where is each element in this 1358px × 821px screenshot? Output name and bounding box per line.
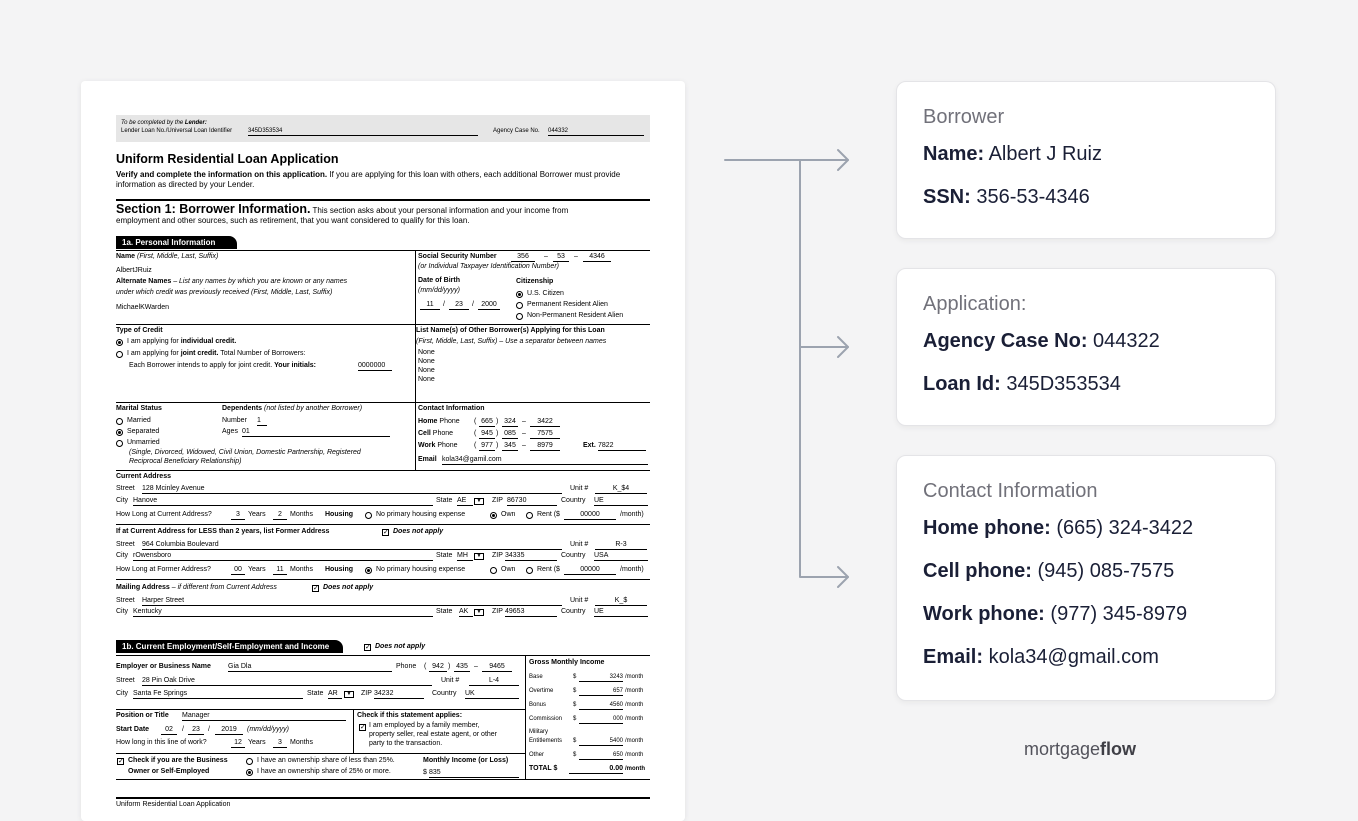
cell-phone-prefix[interactable]: 085 <box>502 430 518 439</box>
cur-own-radio[interactable] <box>490 512 497 519</box>
month-suffix: /month <box>625 688 644 694</box>
cur-state-value[interactable]: AE <box>457 497 473 506</box>
contact-label: Contact Information <box>418 405 485 412</box>
current-address-label: Current Address <box>116 473 171 480</box>
emp-phone-area[interactable]: 942 <box>429 663 447 672</box>
for-housing-label: Housing <box>325 566 353 573</box>
line-years-label: Years <box>248 739 266 746</box>
marital-married-label: Married <box>127 417 151 424</box>
dep-ages-value[interactable]: 01 <box>242 428 390 437</box>
loan-id-label: Lender Loan No./Universal Loan Identifier <box>121 128 233 134</box>
cur-country-value[interactable]: UE <box>594 497 648 506</box>
marital-hint-2: Reciprocal Beneficiary Relationship) <box>129 458 242 465</box>
income-overtime-label: Overtime <box>529 688 554 694</box>
dob-label: Date of Birth <box>418 277 460 284</box>
former-address-label: If at Current Address for LESS than 2 years, list Former Address <box>116 528 330 535</box>
credit-individual-radio[interactable] <box>116 339 123 346</box>
name-value[interactable]: AlbertJRuiz <box>116 267 152 274</box>
gross-income-label: Gross Monthly Income <box>529 659 605 666</box>
for-state-label: State <box>436 552 453 559</box>
email-value[interactable]: kola34@gamil.com <box>442 456 648 465</box>
citizenship-label: Citizenship <box>516 278 554 285</box>
contact-card <box>896 455 1276 701</box>
employed-family-label-3: party to the transaction. <box>369 740 443 747</box>
citizenship-nonpermanent-radio[interactable] <box>516 313 523 320</box>
emp-street-value[interactable]: 28 Pin Oak Drive <box>142 677 432 686</box>
ssn-hint: (or Individual Taxpayer Identification Number) <box>418 263 559 270</box>
form-footer: Uniform Residential Loan Application <box>116 801 231 808</box>
divider <box>116 753 525 754</box>
emp-city-label: City <box>116 690 129 697</box>
form-title: Uniform Residential Loan Application <box>116 152 339 166</box>
work-phone-area[interactable]: 977 <box>479 442 495 451</box>
emp-state-value[interactable]: AR <box>328 690 342 699</box>
contact-cell-row: Cell phone: (945) 085-7575 <box>923 560 1175 582</box>
divider <box>116 797 650 799</box>
credit-intend-label: Each Borrower intends to apply for joint credit. Your initials: <box>129 362 317 369</box>
work-phone-line[interactable]: 8979 <box>530 442 560 451</box>
employment-does-not-apply-checkbox[interactable]: ✓ <box>365 644 371 651</box>
marital-label: Marital Status <box>116 405 162 412</box>
own-less-label: I have an ownership share of less than 25%. <box>257 757 395 764</box>
cur-state-dropdown-icon[interactable]: ▼ <box>474 498 484 505</box>
divider <box>116 655 650 656</box>
divider <box>116 709 525 710</box>
for-how-long-label: How Long at Former Address? <box>116 566 211 573</box>
home-phone-label: Home Phone <box>418 418 460 425</box>
divider <box>525 655 526 779</box>
connector-trunk <box>800 160 848 577</box>
for-no-primary-radio[interactable] <box>365 567 372 574</box>
emp-phone-label: Phone <box>396 663 417 670</box>
employed-family-label-2: property seller, real estate agent, or other <box>369 731 498 738</box>
other-borrower-1[interactable]: None <box>418 349 435 356</box>
contact-work-row: Work phone: (977) 345-8979 <box>923 603 1188 625</box>
for-country-label: Country <box>561 552 586 559</box>
divider <box>415 402 416 470</box>
for-street-value[interactable]: 964 Columbia Boulevard <box>142 541 562 550</box>
divider <box>116 524 650 525</box>
monthly-income-value[interactable]: 835 <box>429 769 519 778</box>
marital-unmarried-radio[interactable] <box>116 440 123 447</box>
emp-state-label: State <box>307 690 324 697</box>
citizenship-us-radio[interactable] <box>516 291 523 298</box>
month-suffix: /month <box>625 702 644 708</box>
mailing-address-label: Mailing Address – if different from Current Address <box>116 584 277 591</box>
cur-street-label: Street <box>116 485 135 492</box>
business-owner-label: Check if you are the Business <box>128 757 228 764</box>
contact-email-value: kola34@gmail.com <box>983 646 1159 668</box>
emp-zip-value[interactable]: 34232 <box>374 690 424 699</box>
for-unit-label: Unit # <box>570 541 589 548</box>
emp-street-label: Street <box>116 677 135 684</box>
application-card-title: Application: <box>923 293 1027 315</box>
work-phone-prefix[interactable]: 345 <box>502 442 518 451</box>
other-borrower-3[interactable]: None <box>418 367 435 374</box>
ssn-part-3[interactable]: 4346 <box>583 253 611 262</box>
credit-joint-radio[interactable] <box>116 351 123 358</box>
for-years-value[interactable]: 00 <box>231 566 245 575</box>
ext-value[interactable]: 7822 <box>598 442 646 451</box>
cur-zip-value[interactable]: 86730 <box>507 497 557 506</box>
email-label: Email <box>418 456 437 463</box>
borrower-name-row: Name: Albert J Ruiz <box>923 143 1102 165</box>
start-month[interactable]: 02 <box>161 726 177 735</box>
divider <box>415 250 416 324</box>
loan-id-value[interactable]: 345D353534 <box>248 128 478 136</box>
citizenship-permanent-radio[interactable] <box>516 302 523 309</box>
for-own-label: Own <box>501 566 516 573</box>
mail-unit-label: Unit # <box>570 597 589 604</box>
cur-rent-radio[interactable] <box>526 512 533 519</box>
agency-case-value: 044322 <box>1087 330 1160 352</box>
cur-city-value[interactable]: Hanove <box>133 497 433 506</box>
income-total-label: TOTAL $ <box>529 765 558 772</box>
position-value[interactable]: Manager <box>182 712 346 721</box>
cur-street-value[interactable]: 128 Mcinley Avenue <box>142 485 562 494</box>
emp-phone-prefix[interactable]: 435 <box>454 663 470 672</box>
line-months-value[interactable]: 3 <box>273 739 287 748</box>
cell-phone-line[interactable]: 7575 <box>530 430 560 439</box>
income-overtime-value[interactable]: 657 <box>579 688 623 696</box>
dep-number-value[interactable]: 1 <box>257 417 267 426</box>
marital-hint: (Single, Divorced, Widowed, Civil Union, Domestic Partnership, Registered <box>129 449 361 456</box>
connector-arrows <box>720 140 860 590</box>
home-phone-prefix[interactable]: 324 <box>502 418 518 427</box>
credit-type-label: Type of Credit <box>116 327 163 334</box>
citizenship-us-label: U.S. Citizen <box>527 290 564 297</box>
credit-initials-value[interactable]: 0000000 <box>358 362 392 371</box>
mail-zip-label: ZIP <box>492 608 503 615</box>
month-suffix: /month <box>625 738 644 744</box>
contact-work-value: (977) 345-8979 <box>1044 603 1188 625</box>
borrower-card-title: Borrower <box>923 106 1005 128</box>
position-label: Position or Title <box>116 712 169 719</box>
agency-value[interactable]: 044332 <box>548 128 644 136</box>
start-day[interactable]: 23 <box>188 726 204 735</box>
mailing-does-not-apply-label: Does not apply <box>323 584 374 591</box>
name-label: Name (First, Middle, Last, Suffix) <box>116 253 219 260</box>
loan-id-row: Loan Id: 345D353534 <box>923 373 1121 395</box>
application-card <box>896 268 1276 426</box>
start-date-label: Start Date <box>116 726 150 733</box>
start-year[interactable]: 2019 <box>215 726 243 735</box>
emp-state-dropdown-icon[interactable]: ▼ <box>344 691 354 698</box>
mail-city-value[interactable]: Kentucky <box>133 608 433 617</box>
contact-email-row: Email: kola34@gmail.com <box>923 646 1159 668</box>
home-phone-area[interactable]: 665 <box>479 418 495 427</box>
lender-label: To be completed by the Lender: <box>121 120 207 126</box>
mail-zip-value[interactable]: 49653 <box>505 608 557 617</box>
cell-phone-area[interactable]: 945 <box>479 430 495 439</box>
for-street-label: Street <box>116 541 135 548</box>
alt-names-value[interactable]: MichaelKWarden <box>116 304 170 311</box>
former-does-not-apply-checkbox[interactable]: ✓ <box>383 529 389 536</box>
income-commission-label: Commission <box>529 716 563 722</box>
divider <box>116 779 650 780</box>
for-city-value[interactable]: rOwensboro <box>133 552 433 561</box>
verify-text: Verify and complete the information on this application. If you are applying for this loan with others, each additional Borrower must provide <box>116 170 621 179</box>
divider <box>116 470 650 471</box>
mail-country-label: Country <box>561 608 586 615</box>
citizenship-nonpermanent-label: Non-Permanent Resident Alien <box>527 312 624 319</box>
divider <box>116 324 650 325</box>
alt-names-label: Alternate Names – List any names by which you are known or any names <box>116 278 348 285</box>
other-borrowers-hint: (First, Middle, Last, Suffix) – Use a separator between names <box>416 338 607 345</box>
cur-own-label: Own <box>501 511 516 518</box>
for-rent-radio[interactable] <box>526 567 533 574</box>
mailing-does-not-apply-checkbox[interactable]: ✓ <box>313 585 319 592</box>
ssn-part-2[interactable]: 53 <box>553 253 569 262</box>
own-less-radio[interactable] <box>246 758 253 765</box>
other-borrowers-label: List Name(s) of Other Borrower(s) Applying for this Loan <box>416 327 605 334</box>
marital-separated-radio[interactable] <box>116 429 123 436</box>
agency-case-row: Agency Case No: 044322 <box>923 330 1160 352</box>
income-base-label: Base <box>529 674 543 680</box>
dependents-label: Dependents (not listed by another Borrower) <box>222 405 363 412</box>
tab-1a-personal: 1a. Personal Information <box>116 236 237 249</box>
home-phone-line[interactable]: 3422 <box>530 418 560 427</box>
divider <box>116 402 650 403</box>
income-bonus-label: Bonus <box>529 702 547 708</box>
business-owner-label-2: Owner or Self-Employed <box>128 768 210 775</box>
marital-married-radio[interactable] <box>116 418 123 425</box>
for-months-value[interactable]: 11 <box>273 566 287 575</box>
cur-unit-label: Unit # <box>570 485 589 492</box>
emp-unit-value[interactable]: L-4 <box>469 677 519 686</box>
own-more-label: I have an ownership share of 25% or more. <box>257 768 391 775</box>
for-unit-value[interactable]: R-3 <box>595 541 647 550</box>
divider <box>116 579 650 580</box>
cur-housing-label: Housing <box>325 511 353 518</box>
divider <box>116 250 650 251</box>
cur-rent-value[interactable]: 00000 <box>564 511 616 520</box>
marital-unmarried-label: Unmarried <box>127 439 160 446</box>
month-suffix: /month <box>625 766 645 772</box>
for-state-value[interactable]: MH <box>457 552 473 561</box>
tab-1b-employment: 1b. Current Employment/Self-Employment and Income <box>116 640 343 653</box>
for-rent-value[interactable]: 00000 <box>564 566 616 575</box>
marital-separated-label: Separated <box>127 428 160 435</box>
employed-family-label: I am employed by a family member, <box>369 722 480 729</box>
ssn-part-1[interactable]: 356 <box>511 253 535 262</box>
income-base-value[interactable]: 3243 <box>579 674 623 682</box>
for-rent-label: Rent ($ <box>537 566 560 573</box>
cur-months-label: Months <box>290 511 313 518</box>
other-borrower-2[interactable]: None <box>418 358 435 365</box>
credit-individual-label: I am applying for individual credit. <box>127 338 237 345</box>
employed-family-checkbox[interactable]: ✓ <box>360 724 366 731</box>
dob-month[interactable]: 11 <box>420 301 440 310</box>
dep-ages-label: Ages <box>222 428 238 435</box>
emp-unit-label: Unit # <box>441 677 460 684</box>
cur-months-value[interactable]: 2 <box>273 511 287 520</box>
borrower-ssn-value: 356-53-4346 <box>970 186 1090 208</box>
cur-no-primary-label: No primary housing expense <box>376 511 466 518</box>
emp-phone-line[interactable]: 9465 <box>482 663 512 672</box>
income-total-value[interactable]: 0.00 <box>569 765 623 774</box>
divider <box>353 709 354 753</box>
ssn-label: Social Security Number <box>418 253 497 260</box>
dob-day[interactable]: 23 <box>449 301 469 310</box>
line-work-label: How long in this line of work? <box>116 739 207 746</box>
cur-zip-label: ZIP <box>492 497 503 504</box>
month-suffix: /month <box>625 716 644 722</box>
line-months-label: Months <box>290 739 313 746</box>
cur-per-month: /month) <box>620 511 644 518</box>
former-does-not-apply-label: Does not apply <box>393 528 444 535</box>
check-statement-label: Check if this statement applies: <box>357 712 463 719</box>
cur-country-label: Country <box>561 497 586 504</box>
borrower-name-value: Albert J Ruiz <box>984 143 1102 165</box>
for-own-radio[interactable] <box>490 567 497 574</box>
divider <box>116 199 650 201</box>
cur-years-label: Years <box>248 511 266 518</box>
other-borrower-4[interactable]: None <box>418 376 435 383</box>
income-other-value[interactable]: 650 <box>579 752 623 760</box>
agency-label: Agency Case No. <box>493 128 540 134</box>
emp-zip-label: ZIP <box>361 690 372 697</box>
for-zip-label: ZIP <box>492 552 503 559</box>
month-suffix: /month <box>625 674 644 680</box>
for-state-dropdown-icon[interactable]: ▼ <box>474 553 484 560</box>
emp-name-value[interactable]: Gia Dla <box>228 663 392 672</box>
mail-state-label: State <box>436 608 453 615</box>
emp-country-label: Country <box>432 690 457 697</box>
contact-home-value: (665) 324-3422 <box>1050 517 1194 539</box>
cur-state-label: State <box>436 497 453 504</box>
borrower-card <box>896 81 1276 239</box>
alt-names-hint: under which credit was previously received (First, Middle, Last, Suffix) <box>116 289 333 296</box>
month-suffix: /month <box>625 752 644 758</box>
for-city-label: City <box>116 552 129 559</box>
cur-how-long-label: How Long at Current Address? <box>116 511 212 518</box>
for-per-month: /month) <box>620 566 644 573</box>
loan-application-document: To be completed by the Lender: Lender Loan No./Universal Loan Identifier 345D353534 Agency Case No. 044332 Uniform Residential Loan Application Verify and complete the information on this application. If you are applying for this loan with others, each additional Borrower must provide information as directed by your Lender. Section 1: Borrower Information. This section asks about your personal information and your income from employment and other sources, such as retirement, that you want considered to qualify for this loan. 1a. Personal Information Name (First, Middle, Last, Suffix) AlbertJRuiz Alternate Names – List any names by which you are known or any names under which credit was previously received (First, Middle, Last, Suffix) MichaelKWarden Social Security Number 356 – 53 – 4346 (or Individual Taxpayer Identification Number) Date of Birth (mm/dd/yyyy) 11 / 23 / 2000 Citizenship U.S. Citizen Permanent Resident Alien Non-Permanent Resident Alien Type of Credit I am applying for individual credit. I am applying for joint credit. Total Number of Borrowers: Each Borrower intends to apply for joint credit. Your initials: 0000000 List Name(s) of Other Borrower(s) Applying for this Loan (First, Middle, Last, Suffix) – Use a separator between names None None None None Marital Status Married Separated Unmarried (Single, Divorced, Widowed, Civil Union, Domestic Partnership, Registered Reciprocal Beneficiary Relationship) Dependents (not listed by another Borrower) Number 1 Ages 01 Contact Information Home Phone ( 665 ) 324 – 3422 Cell Phone ( 945 ) 085 – 7575 Work Phone ( 977 ) 345 – 8979 Ext. 7822 Email kola34@gamil.com Current Address Street 128 Mcinley Avenue Unit # K_$4 City Hanove State AE ▼ ZIP 86730 Country UE How Long at Current Address? 3 Years 2 Months Housing No primary housing expense Own Rent ($ 00000 /month) If at Current Address for LESS than 2 years, list Former Address ✓ Does not apply Street 964 Columbia Boulevard Unit # R-3 City rOwensboro State MH ▼ ZIP 34335 Country USA How Long at Former Address? 00 Years 11 Months Housing No primary housing expense Own Rent ($ 00000 /month) Mailing Address – if different from Current Address ✓ Does not apply Street Harper Street Unit # K_$ City Kentucky State AK ▼ ZIP 49653 Country UE 1b. Current Employment/Self-Employment and Income ✓ Does not apply Employer or Business Name Gia Dla Phone ( 942 ) 435 – 9465 Street 28 Pin Oak Drive Unit # L-4 City Santa Fe Springs State AR ▼ ZIP 34232 Country UK Position or Title Manager Start Date 02 / 23 / 2019 (mm/dd/yyyy) How long in this line of work? 12 Years 3 Months Check if this statement applies: ✓ I am employed by a family member, property seller, real estate agent, or other party to the transaction. ✓ Check if you are the Business Owner or Self-Employed I have an ownership share of less than 25%. I have an ownership share of 25% or more. Monthly Income (or Loss) $ 835 Gross Monthly Income Base $ 3243 /month Overtime $ 657 /month Bonus $ 4560 /month Commission $ 000 /month Military Entitlements $ 5400 /month Other $ 650 /month TOTAL $ 0.00 /month Uniform Residential Loan Application <box>81 81 685 821</box>
for-country-value[interactable]: USA <box>594 552 648 561</box>
credit-joint-label: I am applying for joint credit. Total Number of Borrowers: <box>127 350 306 357</box>
cell-phone-label: Cell Phone <box>418 430 454 437</box>
contact-cell-value: (945) 085-7575 <box>1031 560 1175 582</box>
mail-street-label: Street <box>116 597 135 604</box>
monthly-income-label: Monthly Income (or Loss) <box>423 757 509 764</box>
dob-hint: (mm/dd/yyyy) <box>418 287 460 294</box>
contact-home-row: Home phone: (665) 324-3422 <box>923 517 1194 539</box>
income-bonus-value[interactable]: 4560 <box>579 702 623 710</box>
emp-name-label: Employer or Business Name <box>116 663 211 670</box>
cur-no-primary-radio[interactable] <box>365 512 372 519</box>
contact-card-title: Contact Information <box>923 480 1098 502</box>
income-military-label-2: Entitlements <box>529 738 563 744</box>
mail-country-value[interactable]: UE <box>594 608 648 617</box>
cur-city-label: City <box>116 497 129 504</box>
income-military-label: Military <box>529 729 548 735</box>
mail-unit-value[interactable]: K_$ <box>595 597 647 606</box>
income-commission-value[interactable]: 000 <box>579 716 623 724</box>
business-owner-checkbox[interactable]: ✓ <box>118 758 124 765</box>
for-no-primary-label: No primary housing expense <box>376 566 466 573</box>
mortgageflow-logo: mortgageflow <box>1024 739 1137 759</box>
work-phone-label: Work Phone <box>418 442 458 449</box>
mail-street-value[interactable]: Harper Street <box>142 597 562 606</box>
cur-unit-value[interactable]: K_$4 <box>595 485 647 494</box>
section1-desc: employment and other sources, such as retirement, that you want considered to qualify for this loan. <box>116 216 470 225</box>
loan-id-card-value: 345D353534 <box>1000 373 1121 395</box>
divider <box>415 324 416 402</box>
section1-heading: Section 1: Borrower Information. This section asks about your personal information and your income from <box>116 202 569 216</box>
mail-state-value[interactable]: AK <box>459 608 473 617</box>
dep-number-label: Number <box>222 417 247 424</box>
start-date-hint: (mm/dd/yyyy) <box>247 726 289 733</box>
for-zip-value[interactable]: 34335 <box>505 552 557 561</box>
emp-city-value[interactable]: Santa Fe Springs <box>133 690 303 699</box>
dob-year[interactable]: 2000 <box>478 301 500 310</box>
income-other-label: Other <box>529 752 545 758</box>
mail-state-dropdown-icon[interactable]: ▼ <box>474 609 484 616</box>
line-years-value[interactable]: 12 <box>231 739 245 748</box>
for-years-label: Years <box>248 566 266 573</box>
cur-rent-label: Rent ($ <box>537 511 560 518</box>
verify-text-2: information as directed by your Lender. <box>116 180 255 189</box>
borrower-ssn-row: SSN: 356-53-4346 <box>923 186 1090 208</box>
income-military-value[interactable]: 5400 <box>579 738 623 746</box>
own-more-radio[interactable] <box>246 769 253 776</box>
ext-label: Ext. <box>583 442 596 449</box>
cur-years-value[interactable]: 3 <box>231 511 245 520</box>
for-months-label: Months <box>290 566 313 573</box>
mail-city-label: City <box>116 608 129 615</box>
citizenship-permanent-label: Permanent Resident Alien <box>527 301 608 308</box>
emp-country-value[interactable]: UK <box>465 690 519 699</box>
employment-does-not-apply-label: Does not apply <box>375 643 426 650</box>
